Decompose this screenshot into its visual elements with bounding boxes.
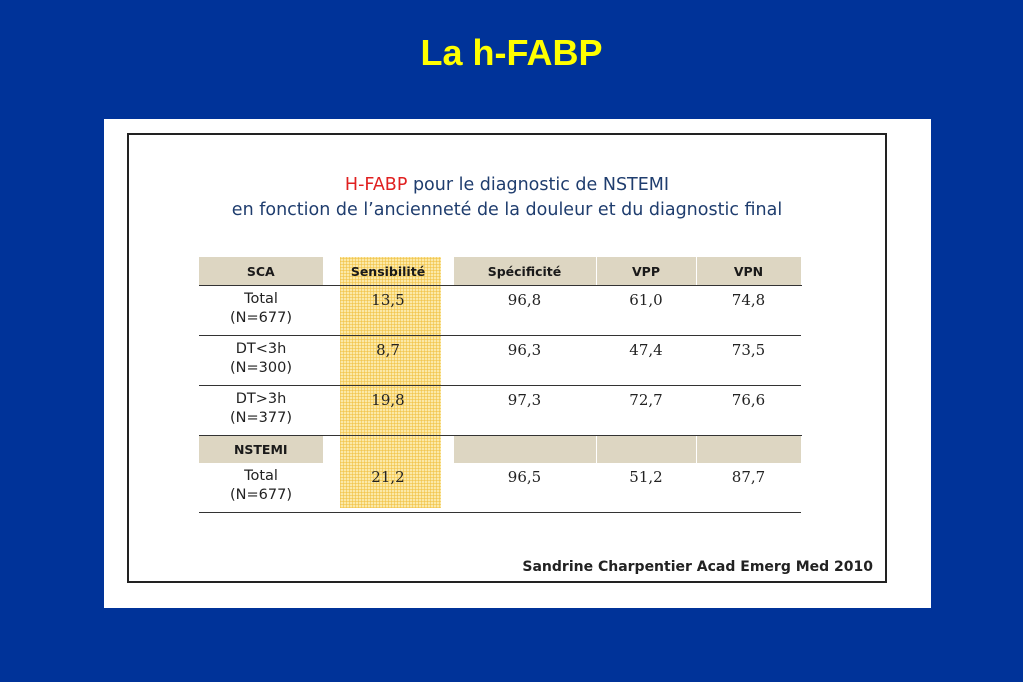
cell-vpn: 76,6 bbox=[696, 386, 801, 436]
table-row bbox=[199, 386, 801, 436]
figure-heading bbox=[129, 173, 885, 223]
cell-vpn: 87,7 bbox=[696, 463, 801, 513]
cell-vpn: 74,8 bbox=[696, 286, 801, 336]
header-sca: SCA bbox=[199, 257, 323, 286]
subheader-empty bbox=[696, 436, 801, 464]
cell-specificite: 96,8 bbox=[453, 286, 596, 336]
cell-sensibilite: 21,2 bbox=[323, 463, 453, 513]
row-label bbox=[199, 463, 323, 513]
row-label bbox=[199, 386, 323, 436]
cell-sensibilite: 19,8 bbox=[323, 386, 453, 436]
row-label-line1: DT<3h bbox=[235, 341, 287, 357]
heading-highlight: H-FABP bbox=[344, 175, 408, 195]
subheader-empty bbox=[453, 436, 596, 464]
figure-frame bbox=[127, 133, 887, 583]
table-subheader-row bbox=[199, 436, 801, 464]
header-vpn: VPN bbox=[696, 257, 801, 286]
header-sensibilite: Sensibilité bbox=[323, 257, 453, 286]
figure-image bbox=[104, 119, 931, 608]
figure-heading-line1 bbox=[129, 173, 885, 198]
figure-heading-line2: en fonction de l’ancienneté de la douleur et du diagnostic final bbox=[231, 200, 783, 220]
subheader-empty bbox=[323, 436, 453, 464]
subheader-nstemi: NSTEMI bbox=[199, 436, 323, 464]
row-label-line2: (N=677) bbox=[230, 310, 292, 326]
cell-specificite: 96,3 bbox=[453, 336, 596, 386]
cell-sensibilite: 8,7 bbox=[323, 336, 453, 386]
table-row bbox=[199, 286, 801, 336]
citation: Sandrine Charpentier Acad Emerg Med 2010 bbox=[522, 559, 873, 575]
results-table-wrap bbox=[199, 257, 801, 507]
row-label-line2: (N=377) bbox=[230, 410, 292, 426]
cell-specificite: 96,5 bbox=[453, 463, 596, 513]
row-label-line1: DT>3h bbox=[235, 391, 287, 407]
cell-specificite: 97,3 bbox=[453, 386, 596, 436]
row-label-line1: Total bbox=[244, 468, 278, 484]
heading-line1-rest: pour le diagnostic de NSTEMI bbox=[407, 175, 670, 195]
subheader-empty bbox=[596, 436, 696, 464]
row-label-line2: (N=300) bbox=[230, 360, 292, 376]
cell-vpp: 61,0 bbox=[596, 286, 696, 336]
header-vpp: VPP bbox=[596, 257, 696, 286]
table-header-row bbox=[199, 257, 801, 286]
row-label bbox=[199, 286, 323, 336]
table-row bbox=[199, 336, 801, 386]
cell-vpn: 73,5 bbox=[696, 336, 801, 386]
slide-title: La h-FABP bbox=[420, 32, 603, 73]
row-label-line2: (N=677) bbox=[230, 487, 292, 503]
cell-vpp: 72,7 bbox=[596, 386, 696, 436]
cell-vpp: 47,4 bbox=[596, 336, 696, 386]
cell-vpp: 51,2 bbox=[596, 463, 696, 513]
cell-sensibilite: 13,5 bbox=[323, 286, 453, 336]
table-row bbox=[199, 463, 801, 513]
header-specificite: Spécificité bbox=[453, 257, 596, 286]
results-table bbox=[199, 257, 802, 513]
row-label bbox=[199, 336, 323, 386]
row-label-line1: Total bbox=[244, 291, 278, 307]
